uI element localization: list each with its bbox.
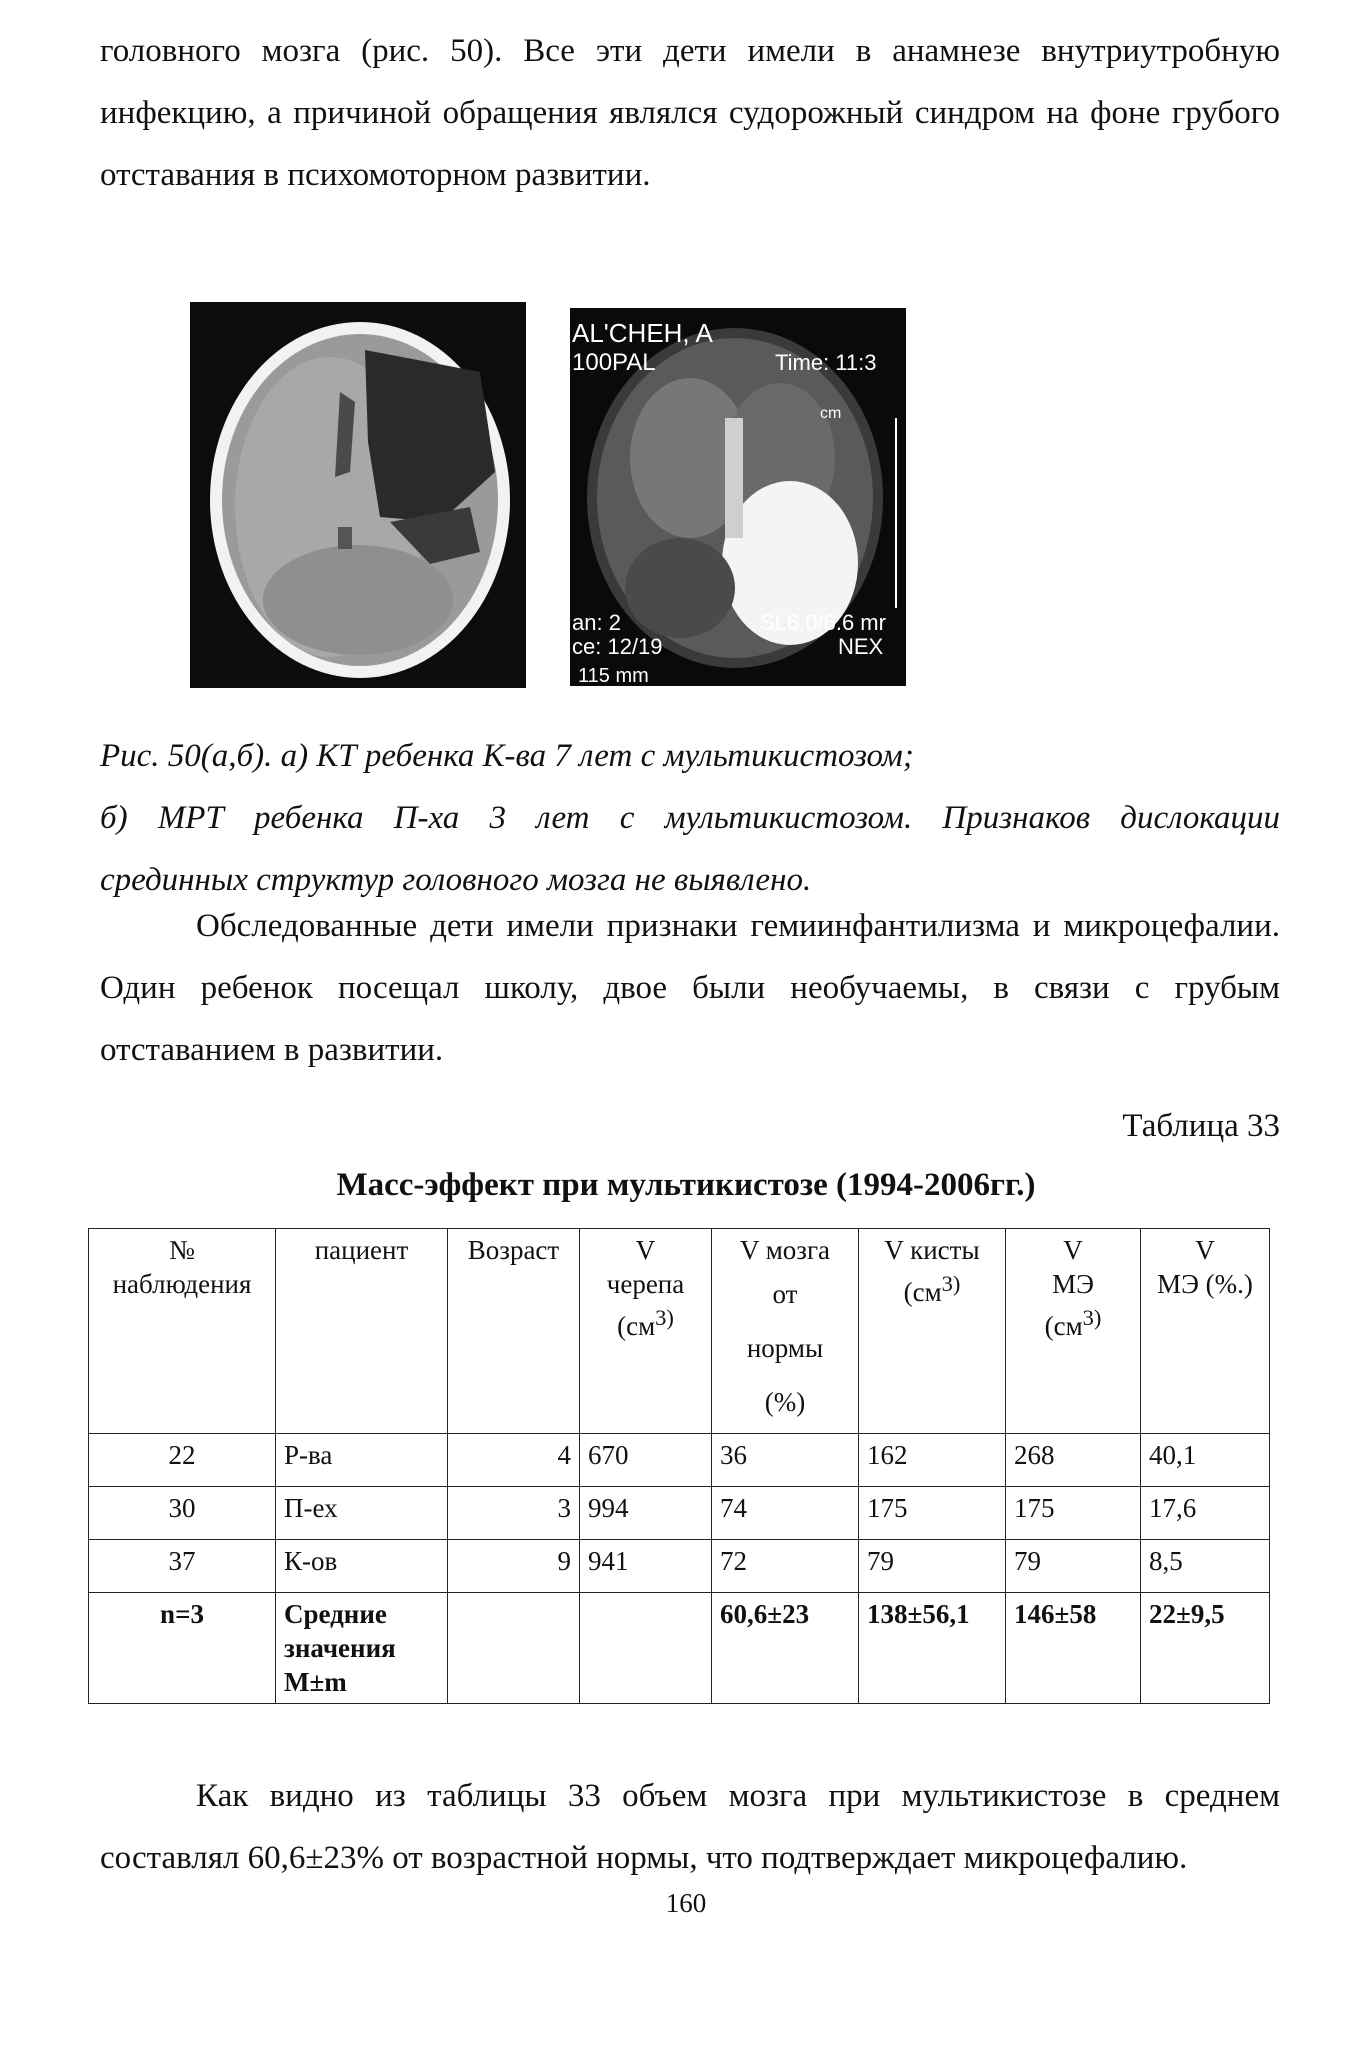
header-skull-volume bbox=[580, 1229, 712, 1434]
header-text bbox=[588, 1301, 703, 1343]
cell-summary-label bbox=[276, 1593, 448, 1704]
header-unit-sup: 3) bbox=[1082, 1305, 1102, 1330]
mass-effect-table bbox=[88, 1228, 1270, 1704]
figure-caption-line-2: б) МРТ ребенка П-ха 3 лет с мультикистозом. Признаков дислокации bbox=[100, 800, 1280, 836]
header-text: V bbox=[1063, 1235, 1083, 1265]
header-text: наблюдения bbox=[112, 1269, 252, 1299]
summary-label-text: значения bbox=[284, 1633, 396, 1663]
table-row bbox=[89, 1434, 1270, 1487]
mri-scan-image bbox=[570, 308, 906, 686]
cell-mass-effect-volume: 79 bbox=[1006, 1540, 1141, 1593]
table-row bbox=[89, 1487, 1270, 1540]
mri-overlay-an: an: 2 bbox=[572, 610, 621, 635]
cell-cyst-volume: 162 bbox=[859, 1434, 1006, 1487]
cell-mass-effect-volume-mean: 146±58 bbox=[1006, 1593, 1141, 1704]
cell-mass-effect-percent: 40,1 bbox=[1141, 1434, 1270, 1487]
paragraph-intro: головного мозга (рис. 50). Все эти дети имели в анамнезе внутриутробную инфекцию, а причиной обращения являлся судорожный синдром на фоне грубого отставания в психомоторном развитии. bbox=[100, 33, 1280, 193]
cell-brain-volume-mean: 60,6±23 bbox=[712, 1593, 859, 1704]
header-text: V мозга bbox=[739, 1235, 831, 1265]
header-text: МЭ bbox=[1052, 1269, 1094, 1299]
cell-mass-effect-percent: 17,6 bbox=[1141, 1487, 1270, 1540]
figure-50 bbox=[190, 302, 910, 690]
header-unit: (см bbox=[617, 1311, 656, 1341]
header-unit-sup: 3) bbox=[941, 1271, 961, 1296]
mri-overlay-series: 100PAL bbox=[572, 349, 656, 376]
cell-mass-effect-percent: 8,5 bbox=[1141, 1540, 1270, 1593]
header-unit: (см bbox=[903, 1277, 942, 1307]
cell-skull-volume: 941 bbox=[580, 1540, 712, 1593]
cell-brain-volume: 36 bbox=[712, 1434, 859, 1487]
cell-patient: Р-ва bbox=[276, 1434, 448, 1487]
cell-number: 30 bbox=[89, 1487, 276, 1540]
cell-mass-effect-volume: 268 bbox=[1006, 1434, 1141, 1487]
cell-cyst-volume-mean: 138±56,1 bbox=[859, 1593, 1006, 1704]
cell-skull-volume: 670 bbox=[580, 1434, 712, 1487]
header-text bbox=[867, 1267, 997, 1309]
page-number: 160 bbox=[665, 1888, 707, 1918]
table-label: Таблица 33 bbox=[1122, 1108, 1280, 1144]
cell-number: 22 bbox=[89, 1434, 276, 1487]
header-text: нормы bbox=[746, 1333, 824, 1363]
cell-age: 9 bbox=[448, 1540, 580, 1593]
table-summary-row bbox=[89, 1593, 1270, 1704]
header-text: V кисты bbox=[884, 1235, 980, 1265]
cell-number: 37 bbox=[89, 1540, 276, 1593]
header-text bbox=[1014, 1301, 1132, 1343]
paragraph-examined-children: Обследованные дети имели признаки гемиинфантилизма и микроцефалии. Один ребенок посещал школу, двое были необучаемы, в связи с грубым отставанием в развитии. bbox=[100, 908, 1280, 1068]
header-brain-volume bbox=[712, 1229, 859, 1434]
mri-overlay-cm: cm bbox=[820, 405, 842, 422]
header-text: № bbox=[169, 1235, 195, 1265]
figure-caption-line-1: Рис. 50(а,б). а) КТ ребенка К-ва 7 лет с мультикистозом; bbox=[100, 738, 914, 774]
cell-mass-effect-percent-mean: 22±9,5 bbox=[1141, 1593, 1270, 1704]
mri-overlay-time: Time: 11:3 bbox=[775, 350, 877, 375]
header-observation-number bbox=[89, 1229, 276, 1434]
mri-overlay-patient: AL'CHEH, A bbox=[572, 318, 713, 348]
summary-label-text: Средние bbox=[284, 1599, 387, 1629]
table-title: Масс-эффект при мультикистозе (1994-2006гг.) bbox=[336, 1167, 1036, 1203]
cell-patient: К-ов bbox=[276, 1540, 448, 1593]
table-header-row bbox=[89, 1229, 1270, 1434]
header-cyst-volume bbox=[859, 1229, 1006, 1434]
cell-sample-size: n=3 bbox=[89, 1593, 276, 1704]
cell-brain-volume: 74 bbox=[712, 1487, 859, 1540]
header-unit: (см bbox=[1044, 1311, 1083, 1341]
cell-age: 4 bbox=[448, 1434, 580, 1487]
header-patient bbox=[276, 1229, 448, 1434]
mri-overlay-slice: SL6.0/6.6 mr bbox=[760, 610, 886, 635]
header-age bbox=[448, 1229, 580, 1434]
cell-cyst-volume: 175 bbox=[859, 1487, 1006, 1540]
cell-mass-effect-volume: 175 bbox=[1006, 1487, 1141, 1540]
cell-empty bbox=[448, 1593, 580, 1704]
table-row bbox=[89, 1540, 1270, 1593]
summary-label-text: М±m bbox=[284, 1667, 347, 1697]
header-text: пациент bbox=[314, 1235, 409, 1265]
header-text: МЭ (%.) bbox=[1157, 1269, 1253, 1299]
ct-scan-image bbox=[190, 302, 526, 688]
header-mass-effect-percent bbox=[1141, 1229, 1270, 1434]
paragraph-conclusion: Как видно из таблицы 33 объем мозга при мультикистозе в среднем составлял 60,6±23% от возрастной нормы, что подтверждает микроцефалию. bbox=[100, 1778, 1280, 1876]
mri-overlay-ce: ce: 12/19 bbox=[572, 634, 663, 659]
cell-patient: П-ех bbox=[276, 1487, 448, 1540]
header-unit-sup: 3) bbox=[655, 1305, 674, 1330]
cell-cyst-volume: 79 bbox=[859, 1540, 1006, 1593]
figure-caption-line-3: срединных структур головного мозга не выявлено. bbox=[100, 862, 812, 898]
cell-age: 3 bbox=[448, 1487, 580, 1540]
header-text: (%) bbox=[764, 1387, 806, 1417]
mri-overlay-fov: 115 mm bbox=[578, 665, 649, 686]
cell-skull-volume: 994 bbox=[580, 1487, 712, 1540]
cell-empty bbox=[580, 1593, 712, 1704]
header-mass-effect-volume bbox=[1006, 1229, 1141, 1434]
header-text: от bbox=[772, 1279, 798, 1309]
mri-overlay-nex: NEX bbox=[838, 634, 884, 659]
header-text: V bbox=[635, 1235, 656, 1265]
header-text: черепа bbox=[606, 1269, 685, 1299]
header-text: Возраст bbox=[467, 1235, 560, 1265]
header-text: V bbox=[1195, 1235, 1215, 1265]
cell-brain-volume: 72 bbox=[712, 1540, 859, 1593]
